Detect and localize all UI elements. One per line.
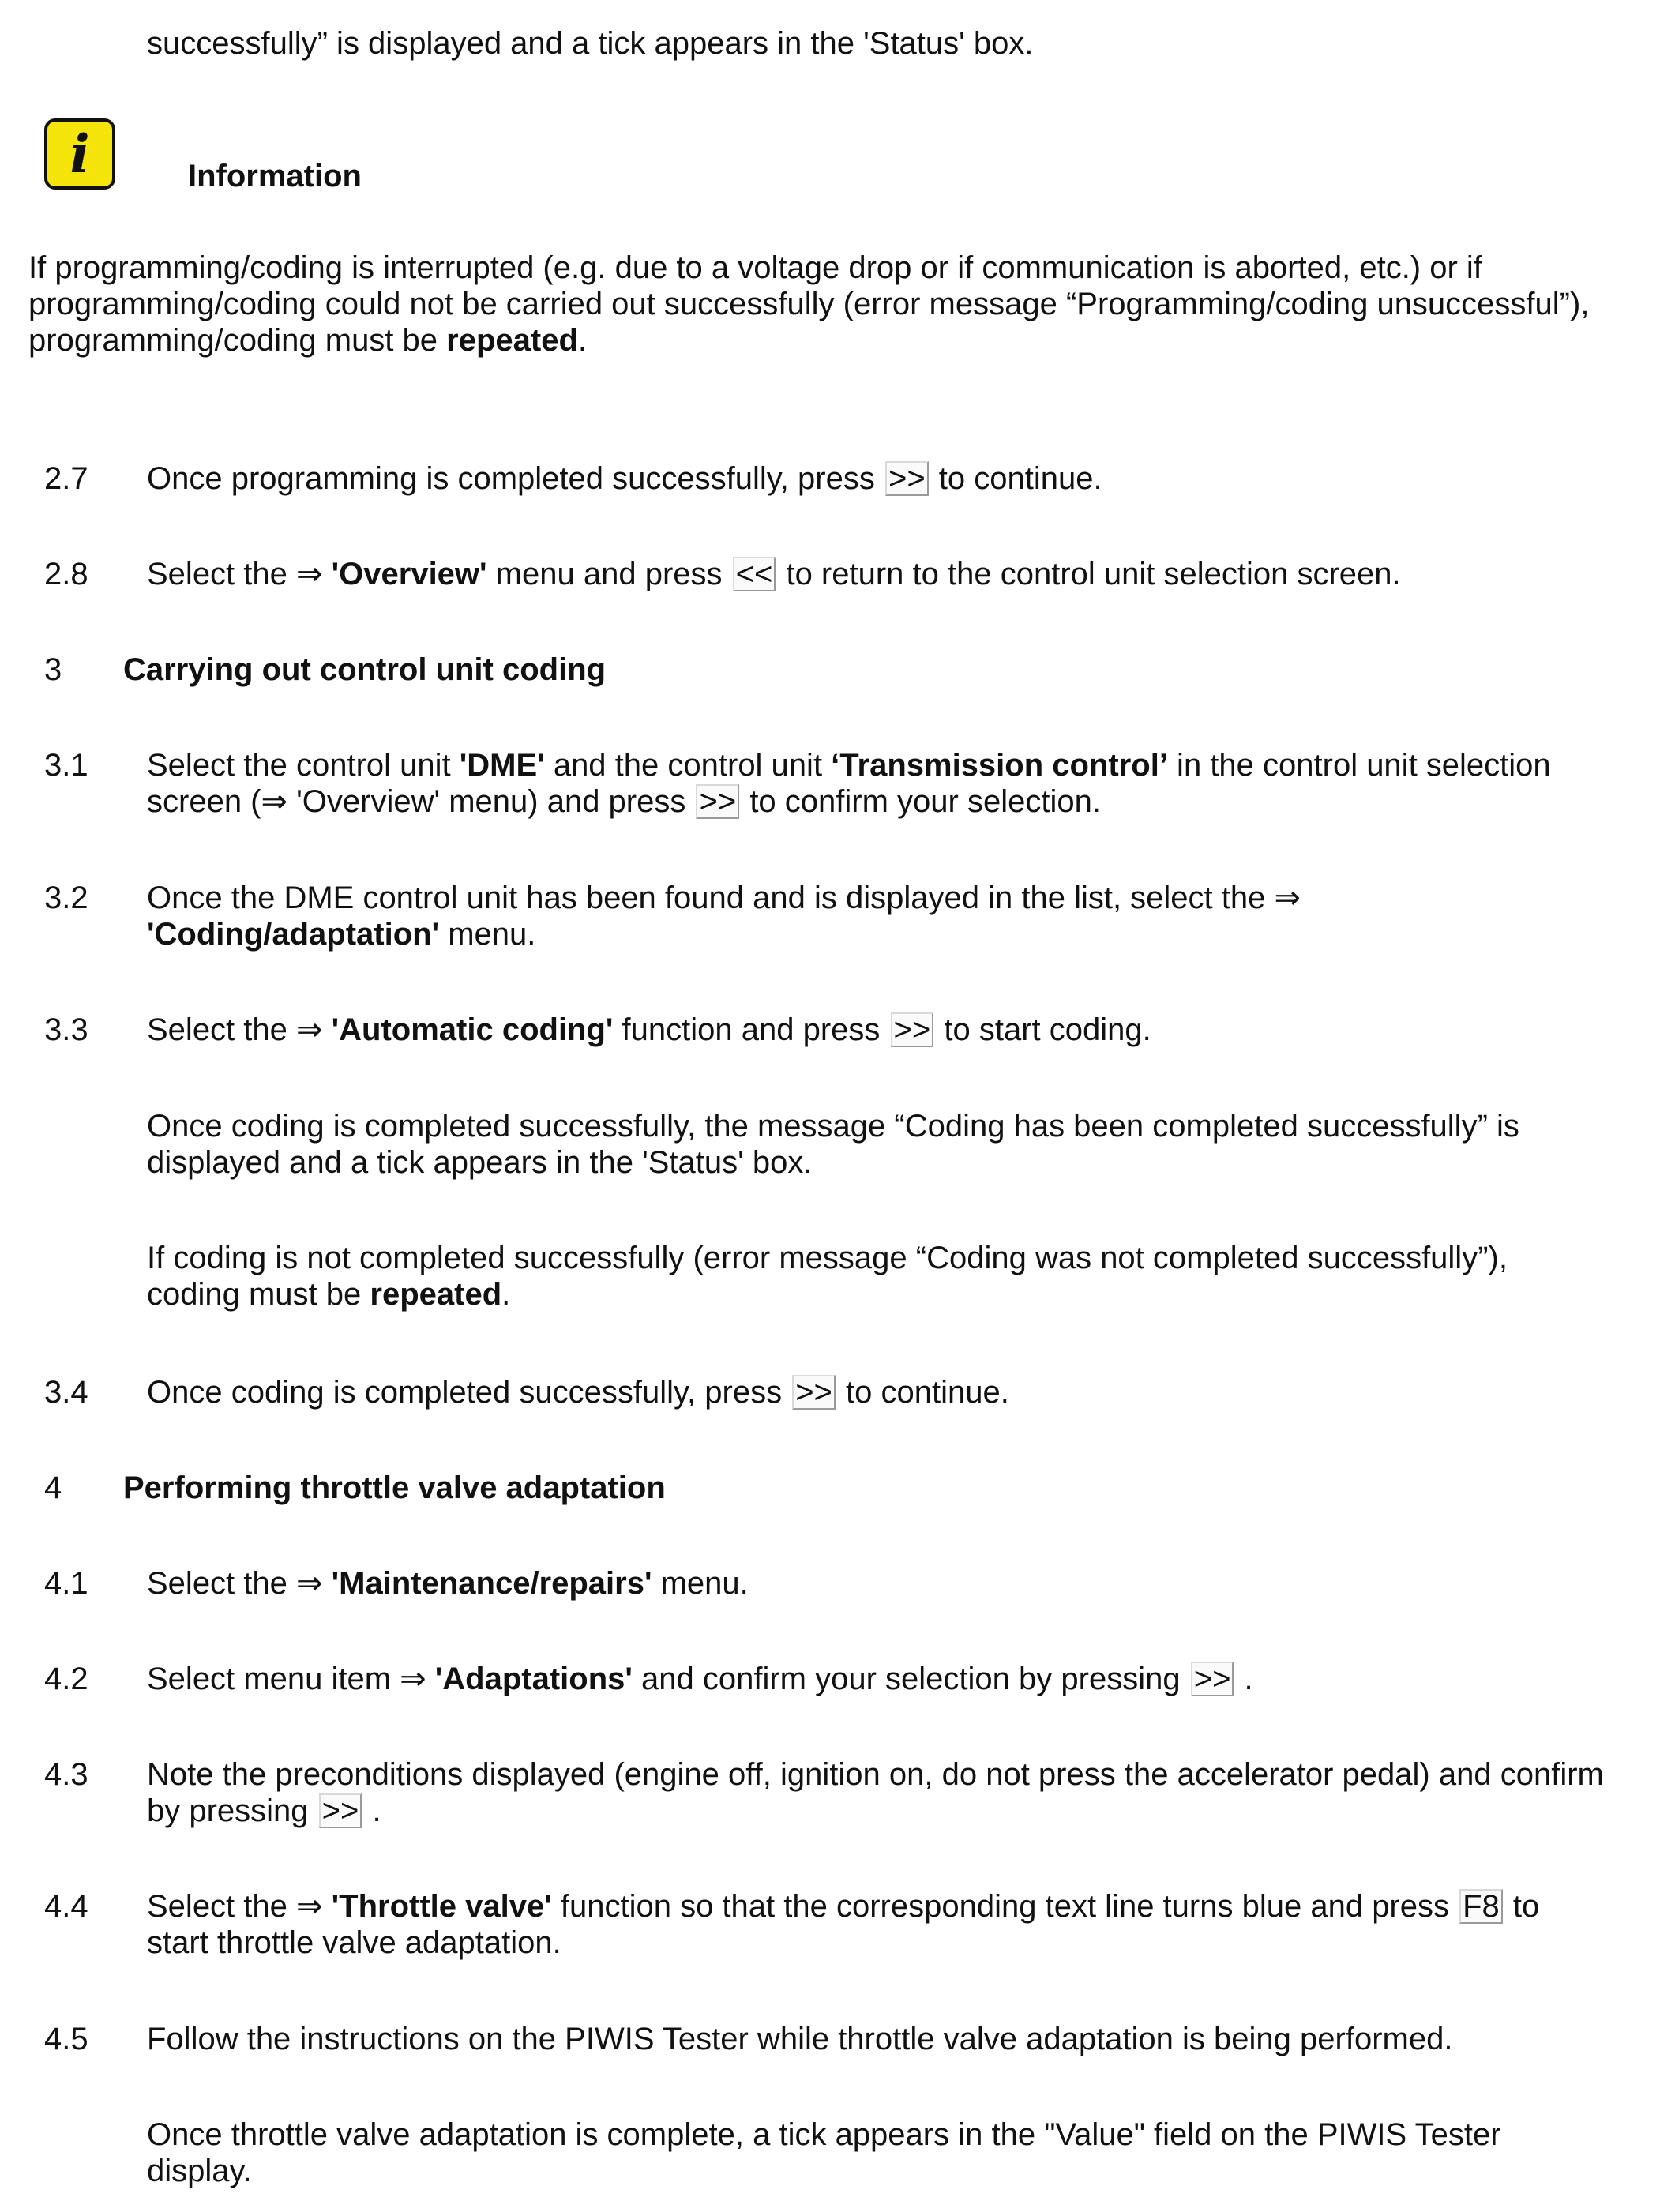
step-number-3-1: 3.1	[44, 748, 88, 783]
section-number-4: 4	[44, 1470, 62, 1505]
step-number-3-4: 3.4	[44, 1375, 88, 1410]
intro-continuation: successfully” is displayed and a tick appears in the 'Status' box.	[147, 26, 1034, 61]
repeated-emphasis: repeated	[446, 323, 578, 358]
step-4-4-text: Select the ⇒ 'Throttle valve' function so that the corresponding text line turns blue and press F8 to start throttle valve adaptation.	[147, 1889, 1540, 1960]
step-number-4-1: 4.1	[44, 1566, 88, 1601]
next-key: >>	[891, 1012, 934, 1047]
information-icon: i	[44, 118, 115, 190]
next-key: >>	[696, 784, 739, 819]
information-line-3: programming/coding must be repeated.	[28, 323, 588, 358]
step-3-3-success-note: Once coding is completed successfully, the message “Coding has been completed successfully” is displayed and a tick appears in the 'Status' box.	[147, 1109, 1519, 1180]
step-4-5-note: Once throttle valve adaptation is complete, a tick appears in the "Value" field on the PIWIS Tester display.	[147, 2117, 1501, 2188]
next-key: >>	[885, 461, 929, 496]
information-line-2: programming/coding could not be carried out successfully (error message “Programming/coding unsuccessful”),	[28, 287, 1590, 321]
step-4-5-text: Follow the instructions on the PIWIS Tester while throttle valve adaptation is being performed.	[147, 2022, 1453, 2056]
section-number-3: 3	[44, 652, 62, 687]
step-4-2-text: Select menu item ⇒ 'Adaptations' and confirm your selection by pressing >> .	[147, 1662, 1253, 1696]
next-key: >>	[319, 1793, 362, 1828]
step-2-8-text: Select the ⇒ 'Overview' menu and press << to return to the control unit selection screen.	[147, 557, 1401, 591]
step-2-7-text: Once programming is completed successfully, press >> to continue.	[147, 461, 1102, 496]
step-3-2-text: Once the DME control unit has been found and is displayed in the list, select the ⇒ 'Coding/adaptation' menu.	[147, 881, 1301, 952]
section-heading-3: Carrying out control unit coding	[123, 652, 607, 687]
step-number-3-2: 3.2	[44, 881, 88, 915]
step-number-4-5: 4.5	[44, 2022, 88, 2056]
step-number-2-7: 2.7	[44, 461, 88, 496]
next-key: >>	[792, 1375, 836, 1410]
information-line-1: If programming/coding is interrupted (e.g. due to a voltage drop or if communication is aborted, etc.) or if	[28, 250, 1482, 285]
step-number-3-3: 3.3	[44, 1012, 88, 1047]
next-key: >>	[1191, 1662, 1234, 1696]
step-number-2-8: 2.8	[44, 557, 88, 591]
step-4-1-text: Select the ⇒ 'Maintenance/repairs' menu.	[147, 1566, 749, 1601]
section-heading-4: Performing throttle valve adaptation	[123, 1470, 666, 1505]
information-text	[28, 250, 1671, 359]
f8-key: F8	[1459, 1889, 1503, 1924]
information-title: Information	[188, 159, 362, 193]
back-key: <<	[733, 557, 776, 591]
step-number-4-3: 4.3	[44, 1757, 88, 1792]
step-4-3-text: Note the preconditions displayed (engine off, ignition on, do not press the accelerator pedal) and confirm by pressing >> .	[147, 1757, 1604, 1828]
step-3-3-failure-note: If coding is not completed successfully (error message “Coding was not completed successfully”), coding must be repeated.	[147, 1241, 1508, 1312]
step-number-4-4: 4.4	[44, 1889, 88, 1924]
step-number-4-2: 4.2	[44, 1662, 88, 1696]
step-3-1-text: Select the control unit 'DME' and the control unit ‘Transmission control’ in the control unit selection screen (⇒ 'Overview' menu) and press >> to confirm your selection.	[147, 748, 1551, 819]
step-3-4-text: Once coding is completed successfully, press >> to continue.	[147, 1375, 1009, 1410]
step-3-3-text: Select the ⇒ 'Automatic coding' function and press >> to start coding.	[147, 1012, 1151, 1047]
